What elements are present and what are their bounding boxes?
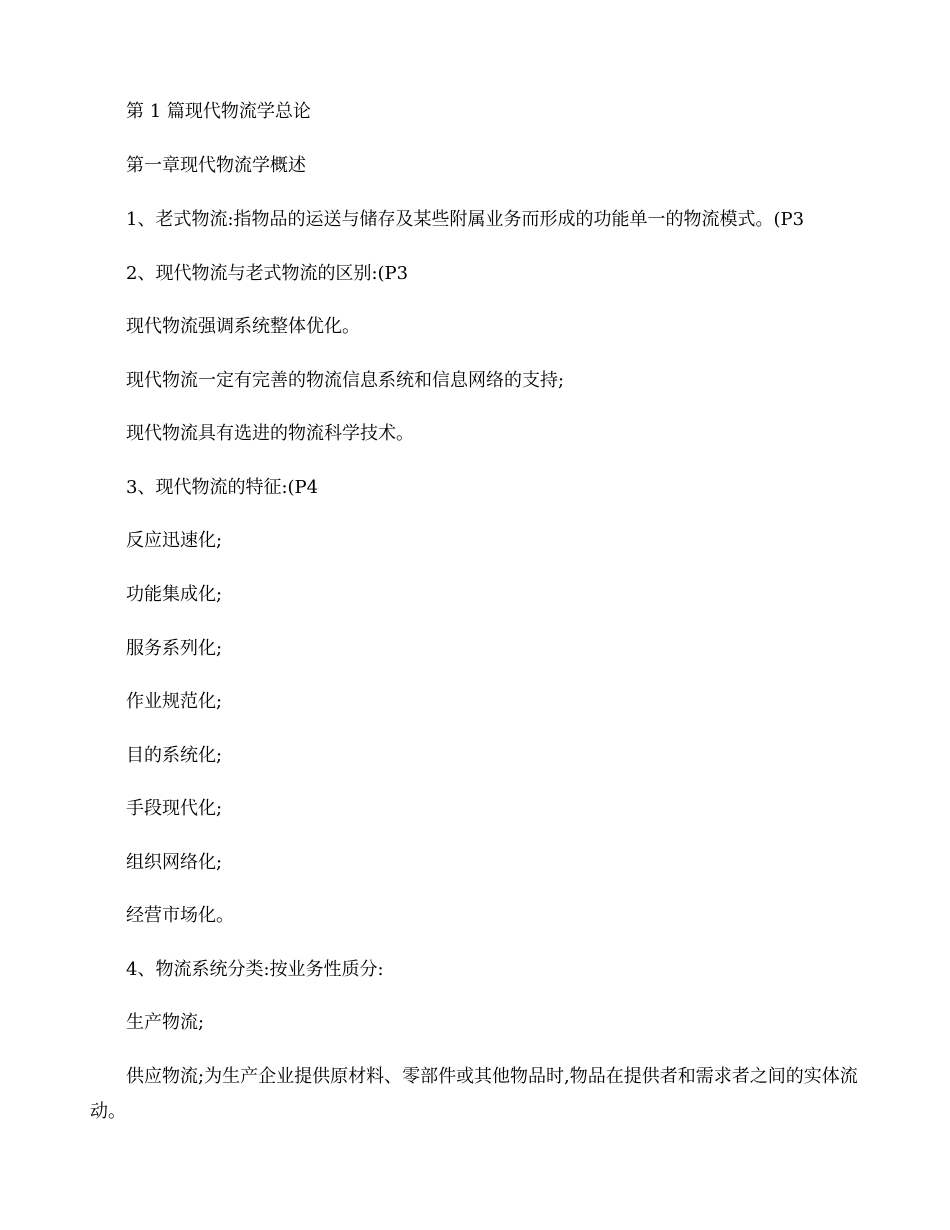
feature-item: 服务系列化;: [126, 638, 223, 659]
feature-item: 作业规范化;: [126, 691, 223, 712]
difference-point: 现代物流强调系统整体优化。: [126, 316, 360, 337]
item-2-heading: 2、现代物流与老式物流的区别:(P3: [126, 263, 409, 284]
feature-item: 目的系统化;: [126, 745, 223, 766]
feature-item: 手段现代化;: [126, 798, 223, 819]
feature-item: 组织网络化;: [126, 852, 223, 873]
chapter-title: 第一章现代物流学概述: [126, 155, 306, 176]
classification-item: 供应物流;为生产企业提供原材料、零部件或其他物品时,物品在提供者和需求者之间的实体流动。: [90, 1066, 858, 1122]
feature-item: 功能集成化;: [126, 584, 223, 605]
classification-item: 生产物流;: [126, 1012, 205, 1033]
feature-item: 经营市场化。: [126, 905, 234, 926]
difference-point: 现代物流具有选进的物流科学技术。: [126, 423, 414, 444]
item-1-definition: 1、老式物流:指物品的运送与储存及某些附属业务而形成的功能单一的物流模式。(P3: [126, 209, 805, 230]
item-3-heading: 3、现代物流的特征:(P4: [126, 477, 319, 498]
item-4-heading: 4、物流系统分类:按业务性质分:: [126, 959, 384, 980]
difference-point: 现代物流一定有完善的物流信息系统和信息网络的支持;: [126, 370, 565, 391]
part-title: 第 1 篇现代物流学总论: [126, 101, 311, 122]
feature-item: 反应迅速化;: [126, 530, 223, 551]
